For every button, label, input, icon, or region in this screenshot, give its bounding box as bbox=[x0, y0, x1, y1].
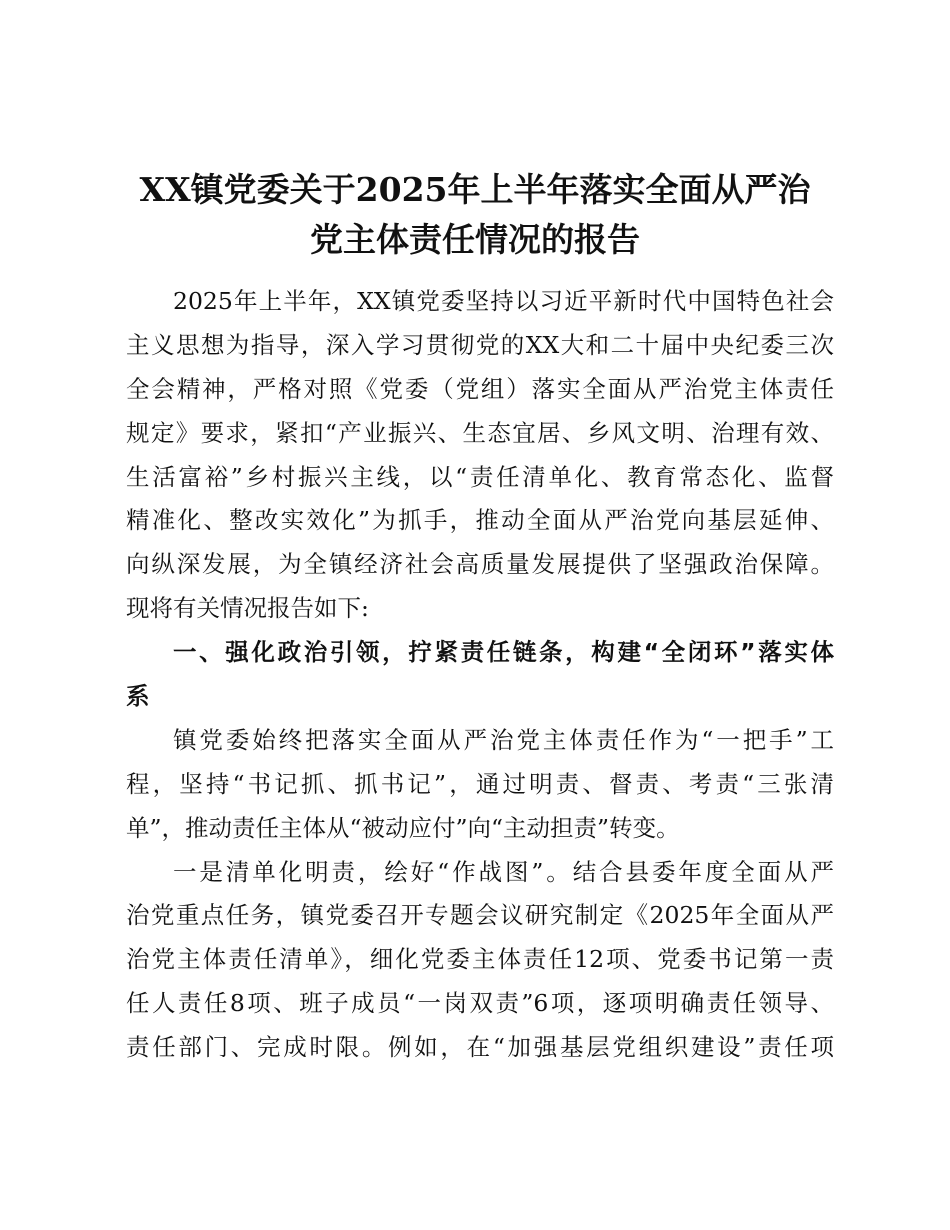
document-title-line-1: XX镇党委关于2025年上半年落实全面从严治 bbox=[139, 170, 811, 209]
paragraph-line: 单”，推动责任主体从“被动应付”向“主动担责”转变。 bbox=[126, 813, 680, 842]
paragraph-line: 治党主体责任清单》，细化党委主体责任12项、党委书记第一责 bbox=[126, 945, 834, 974]
paragraph-line: 任人责任8项、班子成员“一岗双责”6项，逐项明确责任领导、 bbox=[126, 989, 834, 1018]
paragraph-line: 现将有关情况报告如下: bbox=[126, 594, 369, 623]
paragraph-line: 规定》要求，紧扣“产业振兴、生态宜居、乡风文明、治理有效、 bbox=[126, 418, 834, 447]
paragraph-line: 一是清单化明责，绘好“作战图”。结合县委年度全面从严 bbox=[173, 857, 834, 886]
paragraph-line: 主义思想为指导，深入学习贯彻党的XX大和二十届中央纪委三次 bbox=[126, 330, 834, 359]
paragraph-line: 镇党委始终把落实全面从严治党主体责任作为“一把手”工 bbox=[173, 725, 834, 754]
paragraph-line: 精准化、整改实效化”为抓手，推动全面从严治党向基层延伸、 bbox=[126, 506, 834, 535]
paragraph-line: 程，坚持“书记抓、抓书记”，通过明责、督责、考责“三张清 bbox=[126, 769, 834, 798]
paragraph-line: 全会精神，严格对照《党委（党组）落实全面从严治党主体责任 bbox=[126, 374, 834, 403]
document-title-line-2: 党主体责任情况的报告 bbox=[310, 220, 640, 259]
paragraph-line: 治党重点任务，镇党委召开专题会议研究制定《2025年全面从严 bbox=[126, 901, 834, 930]
paragraph-line: 向纵深发展，为全镇经济社会高质量发展提供了坚强政治保障。 bbox=[126, 550, 834, 579]
paragraph-line: 责任部门、完成时限。例如，在“加强基层党组织建设”责任项 bbox=[126, 1033, 834, 1062]
paragraph-line: 2025年上半年，XX镇党委坚持以习近平新时代中国特色社会 bbox=[173, 287, 834, 315]
section-heading-line: 一、强化政治引领，拧紧责任链条，构建“全闭环”落实体 bbox=[173, 638, 834, 667]
paragraph-line: 生活富裕”乡村振兴主线，以“责任清单化、教育常态化、监督 bbox=[126, 462, 834, 491]
document-body bbox=[126, 280, 834, 1070]
section-heading-line: 系 bbox=[126, 682, 150, 711]
